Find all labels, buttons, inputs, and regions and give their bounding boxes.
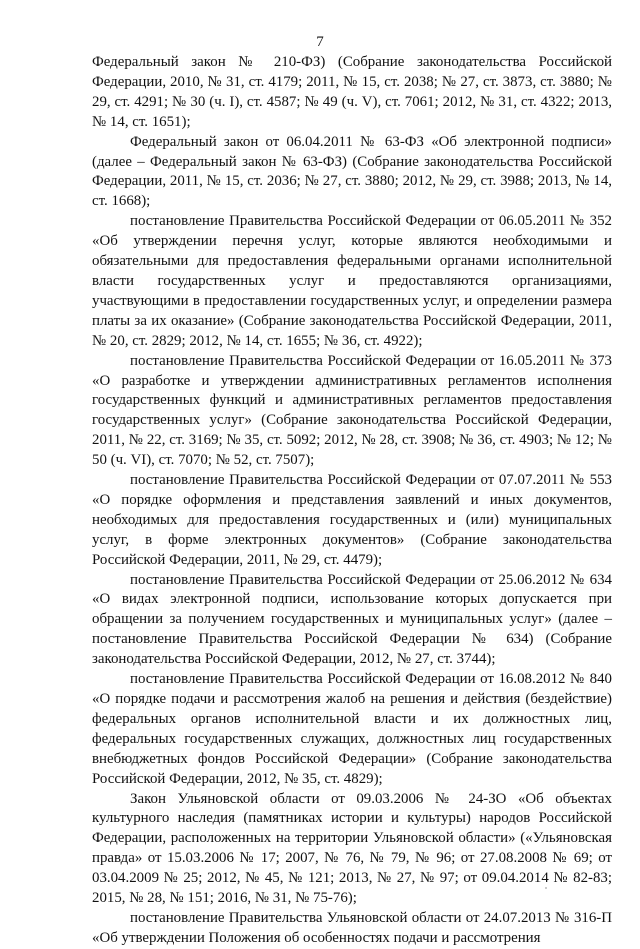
paragraph-law-210-continuation: Федеральный закон № 210-ФЗ) (Собрание законодательства Российской Федерации, 2010, № 31, ст. 4179; 2011, № 15, ст. 2038; № 27, ст. 3873, ст. 3880; № 29, ст. 4291; № 30 (ч. I), ст. 4587; № 49 (ч. V), ст. 7061; 2012, № 31, ст. 4322; 2013, № 14, ст. 1651); — [92, 54, 612, 130]
document-body — [92, 53, 612, 949]
page-number: 7 — [316, 34, 324, 50]
paragraph-decree-373: постановление Правительства Российской Федерации от 16.05.2011 № 373 «О разработке и утверждении административных регламентов исполнения государственных функций и административных регламентов предоставления государственных услуг» (Собрание законодательства Российской Федерации, 2011, № 22, ст. 3169; № 35, ст. 5092; 2012, № 28, ст. 3908; № 36, ст. 4903; № 12; № 50 (ч. VI), ст. 7070; № 52, ст. 7507); — [92, 352, 612, 469]
paragraph-decree-840: постановление Правительства Российской Федерации от 16.08.2012 № 840 «О порядке подачи и рассмотрения жалоб на решения и действия (бездействие) федеральных органов исполнительной власти и их должностных лиц, федеральных государственных служащих, должностных лиц государственных внебюджетных фондов Российской Федерации» (Собрание законодательства Российской Федерации, 2012, № 35, ст. 4829); — [92, 671, 612, 787]
paragraph-decree-634: постановление Правительства Российской Федерации от 25.06.2012 № 634 «О видах электронной подписи, использование которых допускается при обращении за получением государственных и муниципальных услуг» (далее – постановление Правительства Российской Федерации № 634) (Собрание законодательства Российской Федерации, 2012, № 27, ст. 3744); — [92, 571, 612, 668]
paragraph-ulyanovsk-decree-316-p: постановление Правительства Ульяновской области от 24.07.2013 № 316-П «Об утверждении Положения об особенностях подачи и рассмотрения — [92, 909, 612, 946]
scan-speck — [545, 887, 547, 889]
paragraph-decree-352: постановление Правительства Российской Федерации от 06.05.2011 № 352 «Об утверждении перечня услуг, которые являются необходимыми и обязательными для предоставления федеральными органами исполнительной власти государственных услуг и предоставляются организациями, участвующими в предоставлении государственных услуг, и определении размера платы за их оказание» (Собрание законодательства Российской Федерации, 2011, № 20, ст. 2829; 2012, № 14, ст. 1655; № 36, ст. 4922); — [92, 213, 612, 349]
paragraph-law-63-fz: Федеральный закон от 06.04.2011 № 63-ФЗ «Об электронной подписи» (далее – Федеральный закон № 63-ФЗ) (Собрание законодательства Российской Федерации, 2011, № 15, ст. 2036; № 27, ст. 3880; 2012, № 29, ст. 3988; 2013, № 14, ст. 1668); — [92, 133, 612, 210]
paragraph-decree-553: постановление Правительства Российской Федерации от 07.07.2011 № 553 «О порядке оформления и представления заявлений и иных документов, необходимых для предоставления государственных и (или) муниципальных услуг, в форме электронных документов» (Собрание законодательства Российской Федерации, 2011, № 29, ст. 4479); — [92, 472, 612, 568]
paragraph-ulyanovsk-law-24-zo: Закон Ульяновской области от 09.03.2006 № 24-ЗО «Об объектах культурного наследия (памятниках истории и культуры) народов Российской Федерации, расположенных на территории Ульяновской области» («Ульяновская правда» от 15.03.2006 № 17; 2007, № 76, № 79, № 96; от 27.08.2008 № 69; от 03.04.2009 № 25; 2012, № 45, № 121; 2013, № 27, № 97; от 09.04.2014 № 82-83; 2015, № 28, № 151; 2016, № 31, № 75-76); — [92, 790, 612, 907]
